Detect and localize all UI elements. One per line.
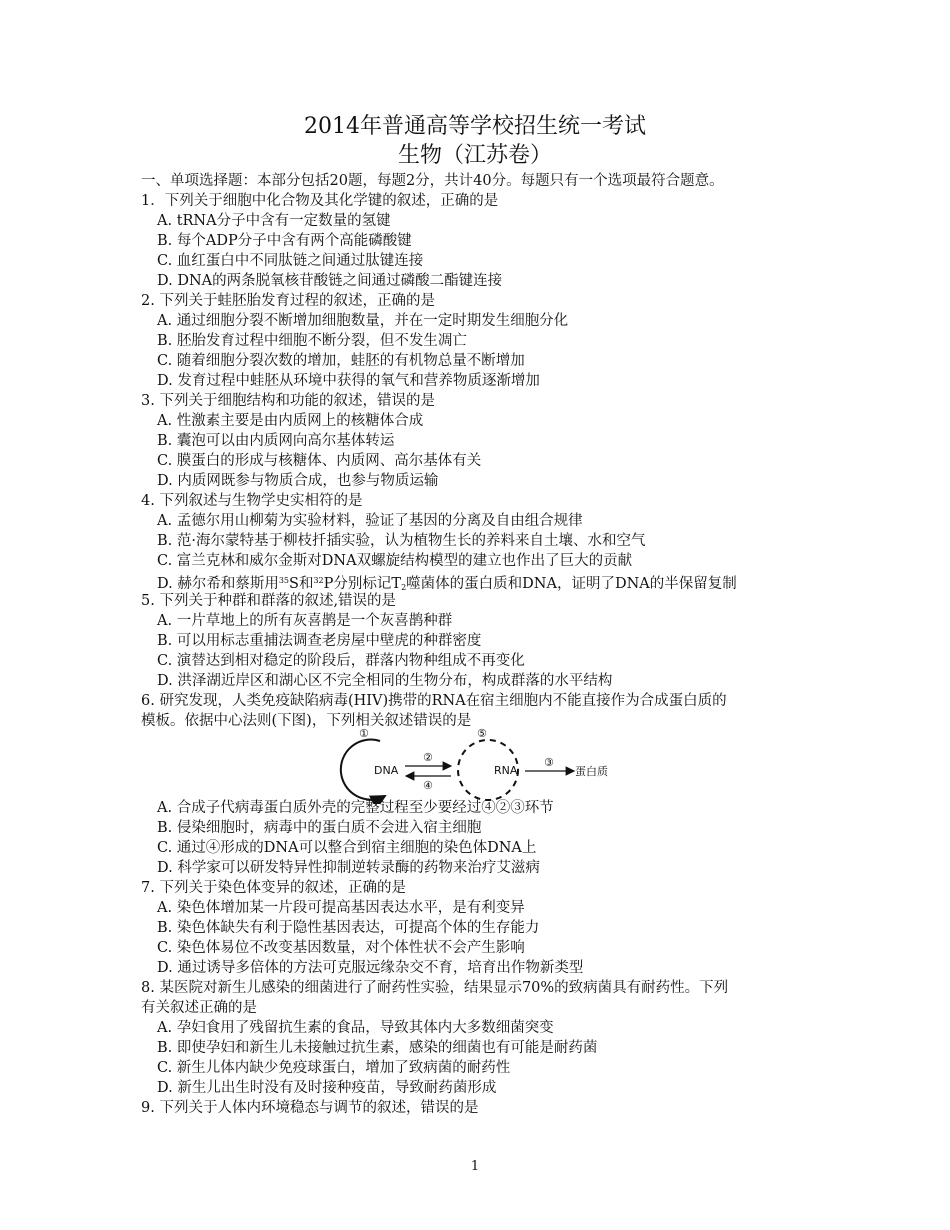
q4d-part-3: P分别标记T — [323, 576, 402, 592]
question-6-option-c: C. 通过④形成的DNA可以整合到宿主细胞的染色体DNA上 — [157, 840, 537, 856]
q4d-sub-2: 2 — [401, 583, 407, 592]
question-8-stem-cont: 有关叙述正确的是 — [141, 1000, 257, 1016]
question-5-option-a: A. 一片草地上的所有灰喜鹊是一个灰喜鹊种群 — [157, 613, 453, 629]
question-7-option-c: C. 染色体易位不改变基因数量，对个体性状不会产生影响 — [157, 940, 525, 956]
question-7-option-b: B. 染色体缺失有利于隐性基因表达，可提高个体的生存能力 — [157, 920, 540, 936]
q4d-sup-35: 35 — [278, 576, 290, 585]
question-2-option-a: A. 通过细胞分裂不断增加细胞数量，并在一定时期发生细胞分化 — [157, 313, 569, 329]
question-2-stem: 2. 下列关于蛙胚胎发育过程的叙述，正确的是 — [141, 293, 435, 309]
question-8-stem: 8. 某医院对新生儿感染的细菌进行了耐药性实验，结果显示70%的致病菌具有耐药性。下列 — [141, 980, 729, 996]
question-3-stem: 3. 下列关于细胞结构和功能的叙述，错误的是 — [141, 393, 435, 409]
question-3-option-a: A. 性激素主要是由内质网上的核糖体合成 — [157, 413, 424, 429]
central-dogma-diagram — [330, 726, 630, 804]
q4d-part-1: D. 赫尔希和蔡斯用 — [157, 576, 279, 592]
question-4-stem: 4. 下列叙述与生物学史实相符的是 — [141, 493, 363, 509]
question-4-option-a: A. 孟德尔用山柳菊为实验材料，验证了基因的分离及自由组合规律 — [157, 513, 583, 529]
question-5-option-c: C. 演替达到相对稳定的阶段后，群落内物种组成不再变化 — [157, 653, 525, 669]
label-2: ② — [423, 751, 433, 764]
q4d-part-2: S和 — [289, 576, 314, 592]
page-number: 1 — [470, 1159, 480, 1174]
exam-title: 2014年普通高等学校招生统一考试 — [304, 114, 646, 139]
label-3: ③ — [544, 756, 554, 769]
question-1-option-a: A. tRNA分子中含有一定数量的氢键 — [157, 213, 391, 229]
question-2-option-d: D. 发育过程中蛙胚从环境中获得的氧气和营养物质逐渐增加 — [157, 373, 540, 389]
node-protein: 蛋白质 — [575, 765, 608, 778]
question-9-stem: 9. 下列关于人体内环境稳态与调节的叙述，错误的是 — [141, 1100, 479, 1116]
question-1-option-d: D. DNA的两条脱氧核苷酸链之间通过磷酸二酯键连接 — [157, 273, 503, 289]
label-1: ① — [359, 727, 369, 740]
question-1-option-b: B. 每个ADP分子中含有两个高能磷酸键 — [157, 233, 412, 249]
node-dna: DNA — [374, 764, 399, 777]
question-8-option-b: B. 即使孕妇和新生儿未接触过抗生素，感染的细菌也有可能是耐药菌 — [157, 1040, 598, 1056]
question-5-option-b: B. 可以用标志重捕法调查老房屋中壁虎的种群密度 — [157, 633, 482, 649]
q4d-part-4: 噬菌体的蛋白质和DNA，证明了DNA的半保留复制 — [406, 576, 737, 592]
question-6-option-d: D. 科学家可以研发特异性抑制逆转录酶的药物来治疗艾滋病 — [157, 860, 540, 876]
question-1-stem: 1．下列关于细胞中化合物及其化学键的叙述，正确的是 — [141, 193, 499, 209]
question-3-option-c: C. 膜蛋白的形成与核糖体、内质网、高尔基体有关 — [157, 453, 482, 469]
label-5: ⑤ — [477, 727, 487, 740]
question-6-option-a: A. 合成子代病毒蛋白质外壳的完整过程至少要经过④②③环节 — [157, 800, 554, 816]
question-4-option-b: B. 范·海尔蒙特基于柳枝扦插实验，认为植物生长的养料来自土壤、水和空气 — [157, 533, 646, 549]
question-7-option-a: A. 染色体增加某一片段可提高基因表达水平，是有利变异 — [157, 900, 525, 916]
question-8-option-c: C. 新生儿体内缺少免疫球蛋白，增加了致病菌的耐药性 — [157, 1060, 511, 1076]
question-6-option-b: B. 侵染细胞时，病毒中的蛋白质不会进入宿主细胞 — [157, 820, 482, 836]
question-7-option-d: D. 通过诱导多倍体的方法可克服远缘杂交不育，培育出作物新类型 — [157, 960, 584, 976]
question-4-option-c: C. 富兰克林和威尔金斯对DNA双螺旋结构模型的建立也作出了巨大的贡献 — [157, 553, 633, 569]
question-6-stem: 6. 研究发现，人类免疫缺陷病毒(HIV)携带的RNA在宿主细胞内不能直接作为合成蛋白质的 — [141, 693, 727, 709]
question-5-option-d: D. 洪泽湖近岸区和湖心区不完全相同的生物分布，构成群落的水平结构 — [157, 673, 613, 689]
q4d-sup-32: 32 — [313, 576, 324, 585]
section-heading: 一、单项选择题：本部分包括20题，每题2分，共计40分。每题只有一个选项最符合题意。 — [141, 173, 724, 189]
question-8-option-d: D. 新生儿出生时没有及时接种疫苗，导致耐药菌形成 — [157, 1080, 497, 1096]
question-1-option-c: C. 血红蛋白中不同肽链之间通过肽键连接 — [157, 253, 424, 269]
question-8-option-a: A. 孕妇食用了残留抗生素的食品，导致其体内大多数细菌突变 — [157, 1020, 554, 1036]
question-3-option-d: D. 内质网既参与物质合成，也参与物质运输 — [157, 473, 439, 489]
exam-subtitle: 生物（江苏卷） — [397, 143, 552, 168]
question-5-stem: 5. 下列关于种群和群落的叙述,错误的是 — [141, 593, 397, 609]
question-2-option-b: B. 胚胎发育过程中细胞不断分裂，但不发生凋亡 — [157, 333, 467, 349]
label-4: ④ — [423, 779, 433, 792]
question-2-option-c: C. 随着细胞分裂次数的增加，蛙胚的有机物总量不断增加 — [157, 353, 525, 369]
node-rna: RNA — [494, 764, 518, 777]
question-7-stem: 7. 下列关于染色体变异的叙述，正确的是 — [141, 880, 406, 896]
question-3-option-b: B. 囊泡可以由内质网向高尔基体转运 — [157, 433, 395, 449]
question-6-stem-cont: 模板。依据中心法则(下图)，下列相关叙述错误的是 — [141, 713, 472, 729]
